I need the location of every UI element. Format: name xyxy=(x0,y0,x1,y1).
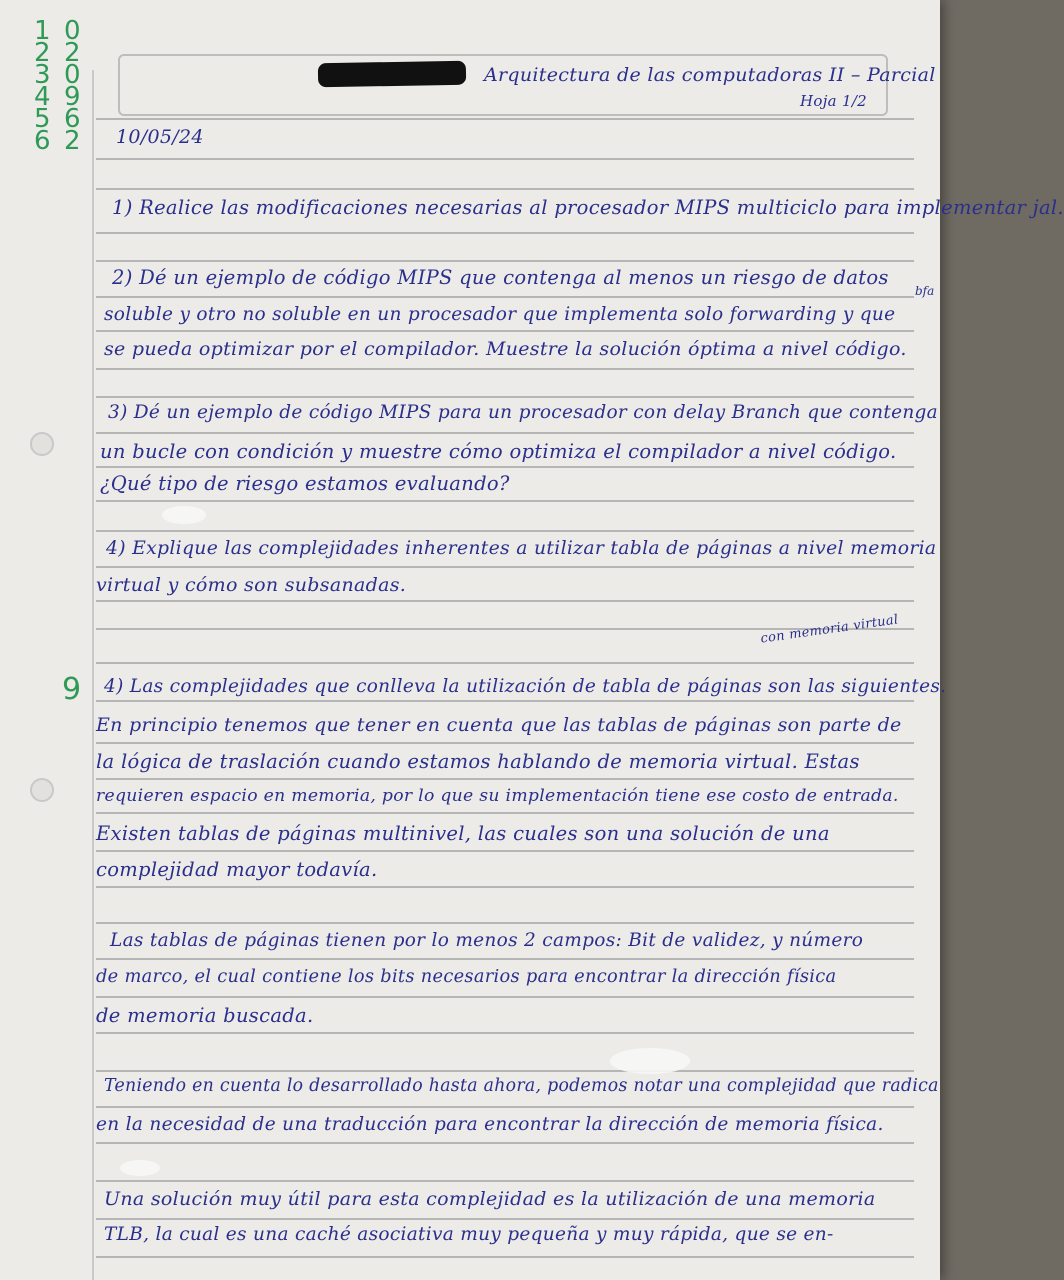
correction-fluid-mark xyxy=(610,1048,690,1074)
question-4-line: 4) Explique las complejidades inherentes a utilizar tabla de páginas a nivel memoria xyxy=(106,538,937,559)
tally-number: 6 xyxy=(34,126,51,156)
answer-line: complejidad mayor todavía. xyxy=(96,858,378,881)
question-3-line: ¿Qué tipo de riesgo estamos evaluando? xyxy=(100,472,510,495)
correction-fluid-mark xyxy=(162,506,206,524)
answer-line: 4) Las complejidades que conlleva la utilización de tabla de páginas son las siguientes. xyxy=(104,676,947,697)
tally-score: 0 xyxy=(64,60,81,90)
ruled-line xyxy=(96,996,914,998)
tally-score: 6 xyxy=(64,104,81,134)
ruled-line xyxy=(96,188,914,190)
tally-score: 9 xyxy=(64,82,81,112)
ruled-line xyxy=(96,530,914,532)
ruled-line xyxy=(96,778,914,780)
ruled-line xyxy=(96,396,914,398)
question-4-insert: con memoria virtual xyxy=(759,612,900,647)
answer-line: Una solución muy útil para esta complejidad es la utilización de una memoria xyxy=(104,1188,876,1210)
ruled-line xyxy=(96,1106,914,1108)
ruled-line xyxy=(96,368,914,370)
question-2-line: se pueda optimizar por el compilador. Muestre la solución óptima a nivel código. xyxy=(104,338,907,360)
ruled-line xyxy=(96,1218,914,1220)
tally-number: 1 xyxy=(34,16,51,46)
ruled-line xyxy=(96,466,914,468)
binder-hole xyxy=(30,432,54,456)
ruled-line xyxy=(96,1180,914,1182)
question-3-line: un bucle con condición y muestre cómo optimiza el compilador a nivel código. xyxy=(100,440,897,463)
answer-grade: 9 xyxy=(62,672,82,707)
answer-line: de memoria buscada. xyxy=(96,1004,314,1027)
answer-line: requieren espacio en memoria, por lo que su implementación tiene ese costo de entrada. xyxy=(96,786,899,806)
answer-line: Las tablas de páginas tienen por lo menos 2 campos: Bit de validez, y número xyxy=(110,930,864,951)
course-title: Arquitectura de las computadoras II – Parcial xyxy=(484,64,936,86)
ruled-line xyxy=(96,296,914,298)
ruled-line xyxy=(96,330,914,332)
ruled-line xyxy=(96,232,914,234)
binder-hole xyxy=(30,778,54,802)
ruled-line xyxy=(96,500,914,502)
tally-number: 2 xyxy=(34,38,51,68)
ruled-line xyxy=(96,700,914,702)
tally-score: 2 xyxy=(64,126,81,156)
question-3-line: 3) Dé un ejemplo de código MIPS para un procesador con delay Branch que contenga xyxy=(108,402,939,423)
ruled-line xyxy=(96,922,914,924)
exam-date: 10/05/24 xyxy=(116,126,204,148)
ruled-line xyxy=(96,566,914,568)
ruled-line xyxy=(96,1070,914,1072)
ruled-line xyxy=(96,1032,914,1034)
answer-line: Existen tablas de páginas multinivel, las cuales son una solución de una xyxy=(96,822,830,845)
ruled-line xyxy=(96,662,914,664)
question-4-line: virtual y cómo son subsanadas. xyxy=(96,574,407,596)
ruled-line xyxy=(96,600,914,602)
tally-score: 0 xyxy=(64,16,81,46)
answer-line: en la necesidad de una traducción para encontrar la dirección de memoria física. xyxy=(96,1114,884,1135)
tally-score: 2 xyxy=(64,38,81,68)
question-2-line: soluble y otro no soluble en un procesador que implementa solo forwarding y que xyxy=(104,304,896,325)
ruled-line xyxy=(96,1256,914,1258)
ruled-line xyxy=(96,742,914,744)
ruled-line xyxy=(96,432,914,434)
ruled-line xyxy=(96,158,914,160)
ruled-line xyxy=(96,886,914,888)
redacted-name xyxy=(318,61,466,88)
answer-line: la lógica de traslación cuando estamos hablando de memoria virtual. Estas xyxy=(96,750,860,773)
ruled-line xyxy=(96,812,914,814)
ruled-line xyxy=(96,850,914,852)
answer-line: TLB, la cual es una caché asociativa muy pequeña y muy rápida, que se en- xyxy=(104,1224,834,1245)
answer-line: Teniendo en cuenta lo desarrollado hasta ahora, podemos notar una complejidad que radica xyxy=(104,1076,939,1096)
ruled-line xyxy=(96,1142,914,1144)
grade-tally xyxy=(34,16,94,156)
correction-fluid-mark xyxy=(120,1160,160,1176)
answer-line: En principio tenemos que tener en cuenta que las tablas de páginas son parte de xyxy=(96,714,902,736)
tally-number: 3 xyxy=(34,60,51,90)
tally-number: 5 xyxy=(34,104,51,134)
sheet-number: Hoja 1/2 xyxy=(800,92,868,110)
question-2-line: 2) Dé un ejemplo de código MIPS que contenga al menos un riesgo de datos xyxy=(112,266,889,289)
ruled-line xyxy=(96,958,914,960)
question-1: 1) Realice las modificaciones necesarias al procesador MIPS multiciclo para implementar jal. xyxy=(112,196,1064,219)
tally-number: 4 xyxy=(34,82,51,112)
margin-line xyxy=(92,70,94,1280)
ruled-line xyxy=(96,118,914,120)
ruled-line xyxy=(96,260,914,262)
margin-note: bfa xyxy=(915,284,935,298)
answer-line: de marco, el cual contiene los bits necesarios para encontrar la dirección física xyxy=(96,966,837,987)
